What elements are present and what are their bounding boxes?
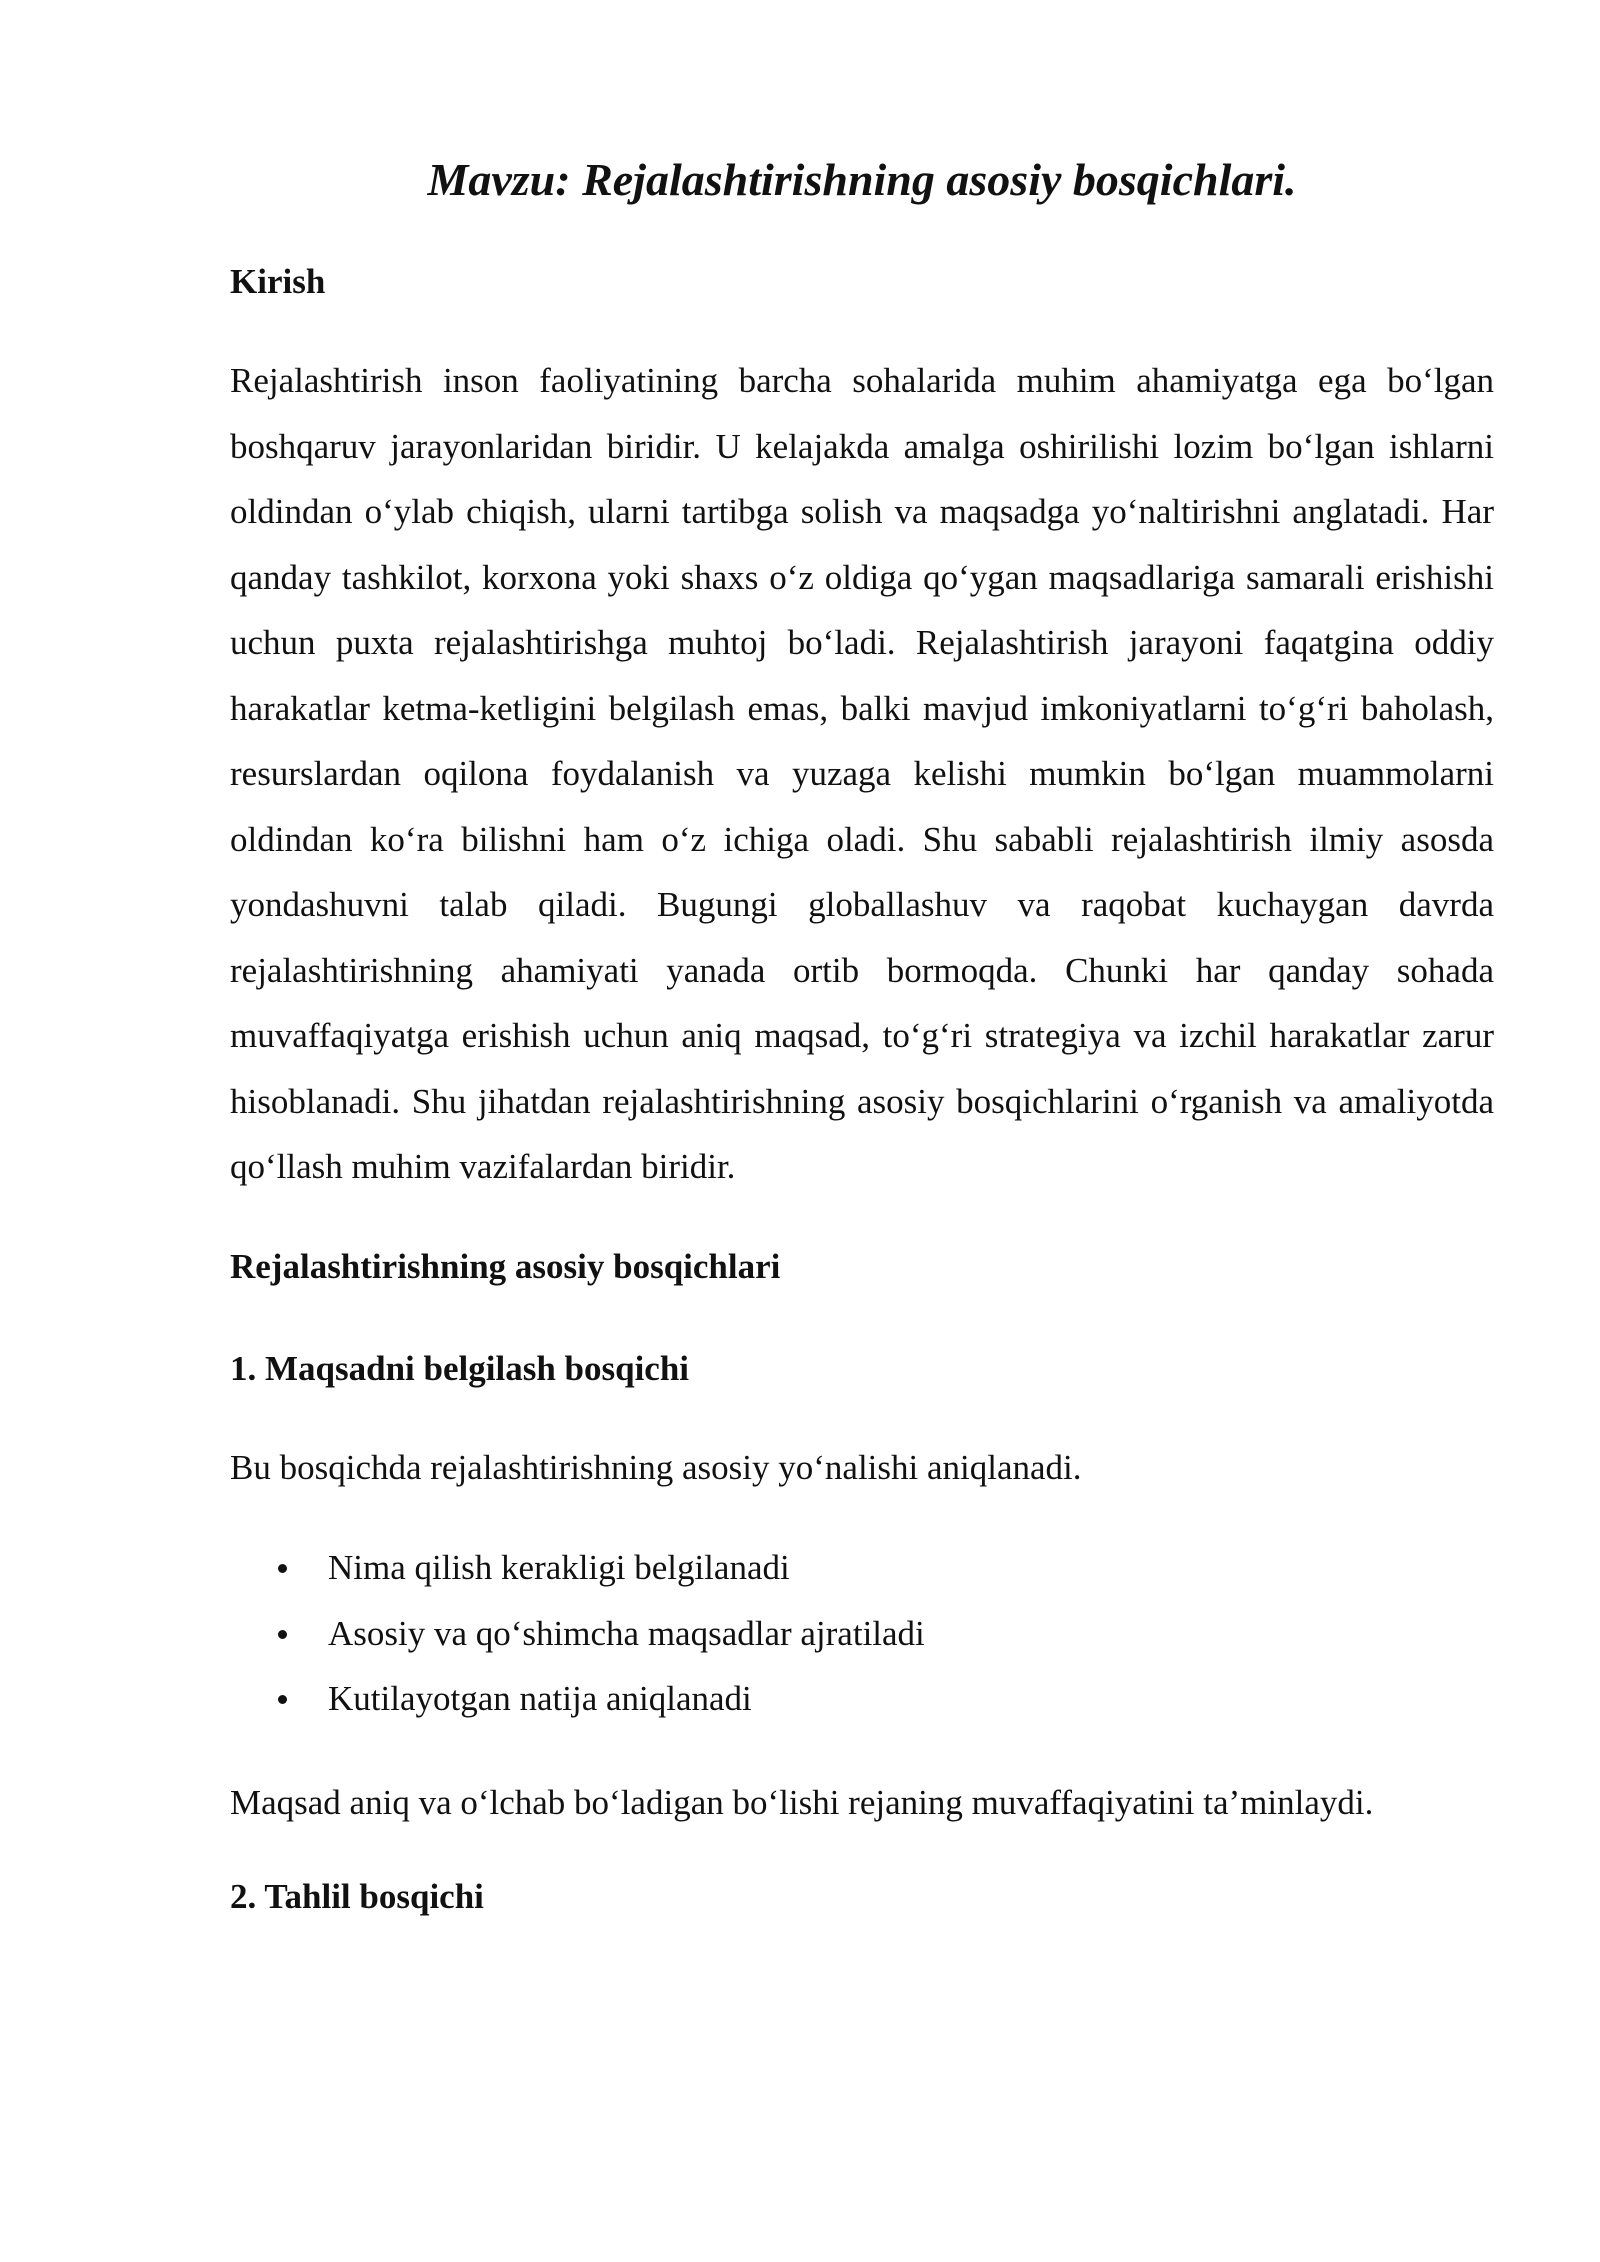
step1-heading: 1. Maqsadni belgilash bosqichi bbox=[230, 1348, 690, 1388]
intro-heading: Kirish bbox=[230, 262, 326, 301]
bullet-icon bbox=[278, 1564, 287, 1573]
list-item-text: Nima qilish kerakligi belgilanadi bbox=[328, 1548, 790, 1587]
intro-paragraph: Rejalashtirish inson faoliyatining barcha sohalarida muhim ahamiyatga ega bo‘lgan boshqaruv jarayonlaridan biridir. U kelajakda amalga oshirilishi lozim bo‘lgan ishlarni oldindan o‘ylab chiqish, ularni tartibga solish va maqsadga yo‘naltirishni anglatadi. Har qanday tashkilot, korxona yoki shaxs o‘z oldiga qo‘ygan maqsadlariga samarali erishishi uchun puxta rejalashtirishga muhtoj bo‘ladi. Rejalashtirish jarayoni faqatgina oddiy harakatlar ketma-ketligini belgilash emas, balki mavjud imkoniyatlarni to‘g‘ri baholash, resurslardan oqilona foydalanish va yuzaga kelishi mumkin bo‘lgan muammolarni oldindan ko‘ra bilishni ham o‘z ichiga oladi. Shu sababli rejalashtirish ilmiy asosda yondashuvni talab qiladi. Bugungi globallashuv va raqobat kuchaygan davrda rejalashtirishning ahamiyati yanada ortib bormoqda. Chunki har qanday sohada muvaffaqiyatga erishish uchun aniq maqsad, to‘g‘ri strategiya va izchil harakatlar zarur hisoblanadi. Shu jihatdan rejalashtirishning asosiy bosqichlarini o‘rganish va amaliyotda qo‘llash muhim vazifalardan biridir. bbox=[230, 361, 1494, 1186]
list-item-text: Asosiy va qo‘shimcha maqsadlar ajratiladi bbox=[328, 1613, 925, 1653]
document-title: Mavzu: Rejalashtirishning asosiy bosqichlari. bbox=[427, 154, 1297, 205]
list-item bbox=[230, 1666, 1494, 1732]
step2-heading: 2. Tahlil bosqichi bbox=[230, 1877, 484, 1916]
step1-paragraph: Bu bosqichda rejalashtirishning asosiy yo‘nalishi aniqlanadi. bbox=[230, 1447, 1082, 1487]
bullet-icon bbox=[278, 1695, 287, 1704]
stages-heading: Rejalashtirishning asosiy bosqichlari bbox=[230, 1246, 781, 1286]
list-item-text: Kutilayotgan natija aniqlanadi bbox=[328, 1679, 752, 1718]
step1-summary: Maqsad aniq va o‘lchab bo‘ladigan bo‘lishi rejaning muvaffaqiyatini ta’minlaydi. bbox=[230, 1782, 1374, 1822]
list-item bbox=[230, 1535, 1494, 1601]
step1-bullet-list bbox=[230, 1535, 1494, 1732]
bullet-icon bbox=[278, 1630, 287, 1639]
list-item bbox=[230, 1601, 1494, 1667]
document-page bbox=[230, 150, 1494, 1922]
